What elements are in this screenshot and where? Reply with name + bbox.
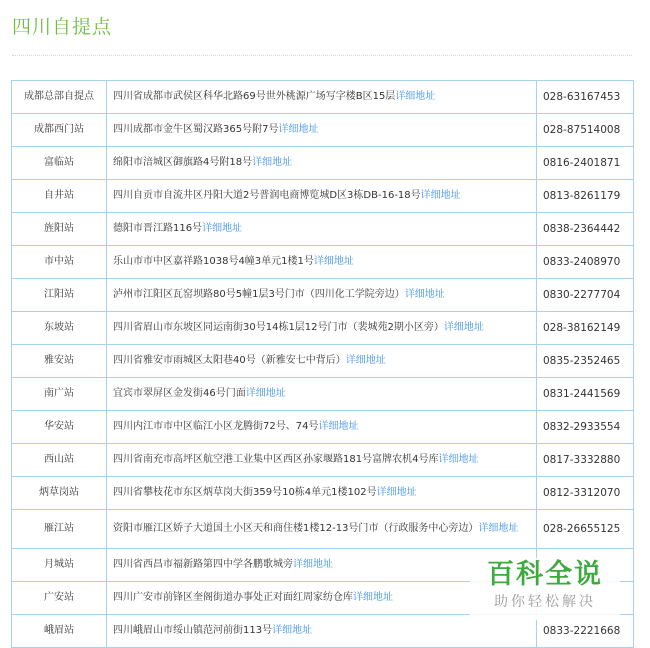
station-address: 四川省南充市高坪区航空港工业集中区西区孙家堰路181号富牌农机4号库	[113, 454, 439, 465]
station-name: 市中站	[12, 246, 107, 279]
station-address: 四川内江市市中区临江小区龙腾街72号、74号	[113, 421, 319, 432]
station-phone: 0830-2277704	[537, 279, 634, 312]
station-phone: 028-26655125	[537, 510, 634, 549]
detail-address-link[interactable]: 详细地址	[313, 256, 354, 267]
table-row	[12, 114, 634, 147]
station-phone: 0831-2441569	[537, 378, 634, 411]
station-name: 自井站	[12, 180, 107, 213]
detail-address-link[interactable]: 详细地址	[353, 592, 393, 603]
detail-address-link[interactable]: 详细地址	[245, 388, 286, 399]
station-address-cell	[107, 279, 537, 312]
station-address-cell	[107, 345, 537, 378]
station-name: 雅安站	[12, 345, 107, 378]
station-address-cell	[107, 477, 537, 510]
table-row	[12, 345, 634, 378]
station-address: 绵阳市涪城区御旗路4号附18号	[113, 157, 253, 168]
station-address: 四川自贡市自流井区丹阳大道2号普润电商博览城D区3栋DB-16-18号	[113, 190, 421, 201]
station-address-cell	[107, 411, 537, 444]
station-name: 炳草岗站	[12, 477, 107, 510]
station-phone: 0838-2364442	[537, 213, 634, 246]
station-name: 峨眉站	[12, 615, 107, 648]
station-address: 四川省眉山市东坡区同运南街30号14栋1层12号门市（裴城苑2期小区旁）	[113, 322, 444, 333]
station-address: 德阳市晋江路116号	[113, 223, 203, 234]
station-phone: 0816-2401871	[537, 147, 634, 180]
table-row	[12, 411, 634, 444]
station-phone: 0835-2352465	[537, 345, 634, 378]
station-address-cell	[107, 444, 537, 477]
station-phone: 028-87514008	[537, 114, 634, 147]
station-address: 宜宾市翠屏区金发街46号门面	[113, 388, 246, 399]
detail-address-link[interactable]: 详细地址	[278, 124, 319, 135]
station-name: 江阳站	[12, 279, 107, 312]
table-row	[12, 147, 634, 180]
station-address-cell	[107, 246, 537, 279]
station-phone: 0812-3312070	[537, 477, 634, 510]
station-name: 旌阳站	[12, 213, 107, 246]
detail-address-link[interactable]: 详细地址	[252, 157, 293, 168]
station-address: 四川广安市前锋区奎阁街道办事处正对面红周家纺仓库	[113, 592, 353, 603]
table-row	[12, 444, 634, 477]
detail-address-link[interactable]: 详细地址	[404, 289, 445, 300]
watermark	[470, 558, 620, 620]
table-row	[12, 312, 634, 345]
station-name: 东坡站	[12, 312, 107, 345]
table-row	[12, 213, 634, 246]
table-row	[12, 477, 634, 510]
page-title: 四川自提点	[12, 16, 113, 38]
station-phone: 0813-8261179	[537, 180, 634, 213]
table-row	[12, 81, 634, 114]
station-phone: 0832-2933554	[537, 411, 634, 444]
station-address: 四川省成都市武侯区科华北路69号世外桃源广场写字楼B区15层	[113, 91, 396, 102]
station-address: 四川成都市金牛区蜀汉路365号附7号	[113, 124, 279, 135]
detail-address-link[interactable]: 详细地址	[376, 487, 417, 498]
station-name: 月城站	[12, 549, 107, 582]
table-row	[12, 510, 634, 549]
station-address-cell	[107, 312, 537, 345]
station-phone: 0833-2221668	[537, 615, 634, 648]
station-address-cell	[107, 81, 537, 114]
station-address-cell	[107, 114, 537, 147]
detail-address-link[interactable]: 详细地址	[420, 190, 461, 201]
station-address: 泸州市江阳区瓦窑坝路80号5幢1层3号门市（四川化工学院旁边）	[113, 289, 405, 300]
station-phone: 0833-2408970	[537, 246, 634, 279]
table-row	[12, 180, 634, 213]
station-name: 南广站	[12, 378, 107, 411]
station-name: 富临站	[12, 147, 107, 180]
detail-address-link[interactable]: 详细地址	[443, 322, 484, 333]
station-name: 成都西门站	[12, 114, 107, 147]
station-address: 四川省攀枝花市东区炳草岗大街359号10栋4单元1楼102号	[113, 487, 377, 498]
table-row	[12, 279, 634, 312]
detail-address-link[interactable]: 详细地址	[293, 559, 333, 570]
station-address-cell	[107, 510, 537, 549]
station-address: 乐山市市中区嘉祥路1038号4幢3单元1楼1号	[113, 256, 314, 267]
detail-address-link[interactable]: 详细地址	[478, 523, 519, 534]
station-address-cell	[107, 147, 537, 180]
station-name: 成都总部自提点	[12, 81, 107, 114]
detail-address-link[interactable]: 详细地址	[202, 223, 243, 234]
detail-address-link[interactable]: 详细地址	[318, 421, 359, 432]
table-row	[12, 378, 634, 411]
station-address: 四川省西昌市福新路第四中学各鹏歌城旁	[113, 559, 293, 570]
station-name: 广安站	[12, 582, 107, 615]
detail-address-link[interactable]: 详细地址	[438, 454, 479, 465]
station-address: 四川省雅安市雨城区太阳巷40号（新雅安七中背后）	[113, 355, 346, 366]
station-phone: 028-38162149	[537, 312, 634, 345]
station-name: 雁江站	[12, 510, 107, 549]
detail-address-link[interactable]: 详细地址	[272, 625, 313, 636]
station-phone: 028-63167453	[537, 81, 634, 114]
detail-address-link[interactable]: 详细地址	[345, 355, 386, 366]
detail-address-link[interactable]: 详细地址	[395, 91, 436, 102]
station-phone: 0817-3332880	[537, 444, 634, 477]
station-address-cell	[107, 180, 537, 213]
station-address-cell	[107, 213, 537, 246]
station-name: 西山站	[12, 444, 107, 477]
station-address: 资阳市雁江区娇子大道国土小区天和商住楼1楼12-13号门市（行政服务中心旁边）	[113, 523, 479, 534]
table-row	[12, 246, 634, 279]
station-address-cell	[107, 378, 537, 411]
watermark-main: 百科全说	[487, 559, 603, 590]
station-name: 华安站	[12, 411, 107, 444]
title-divider	[12, 55, 632, 56]
station-address: 四川峨眉山市绥山镇范河前街113号	[113, 625, 273, 636]
watermark-sub: 助你轻松解决	[494, 594, 596, 610]
